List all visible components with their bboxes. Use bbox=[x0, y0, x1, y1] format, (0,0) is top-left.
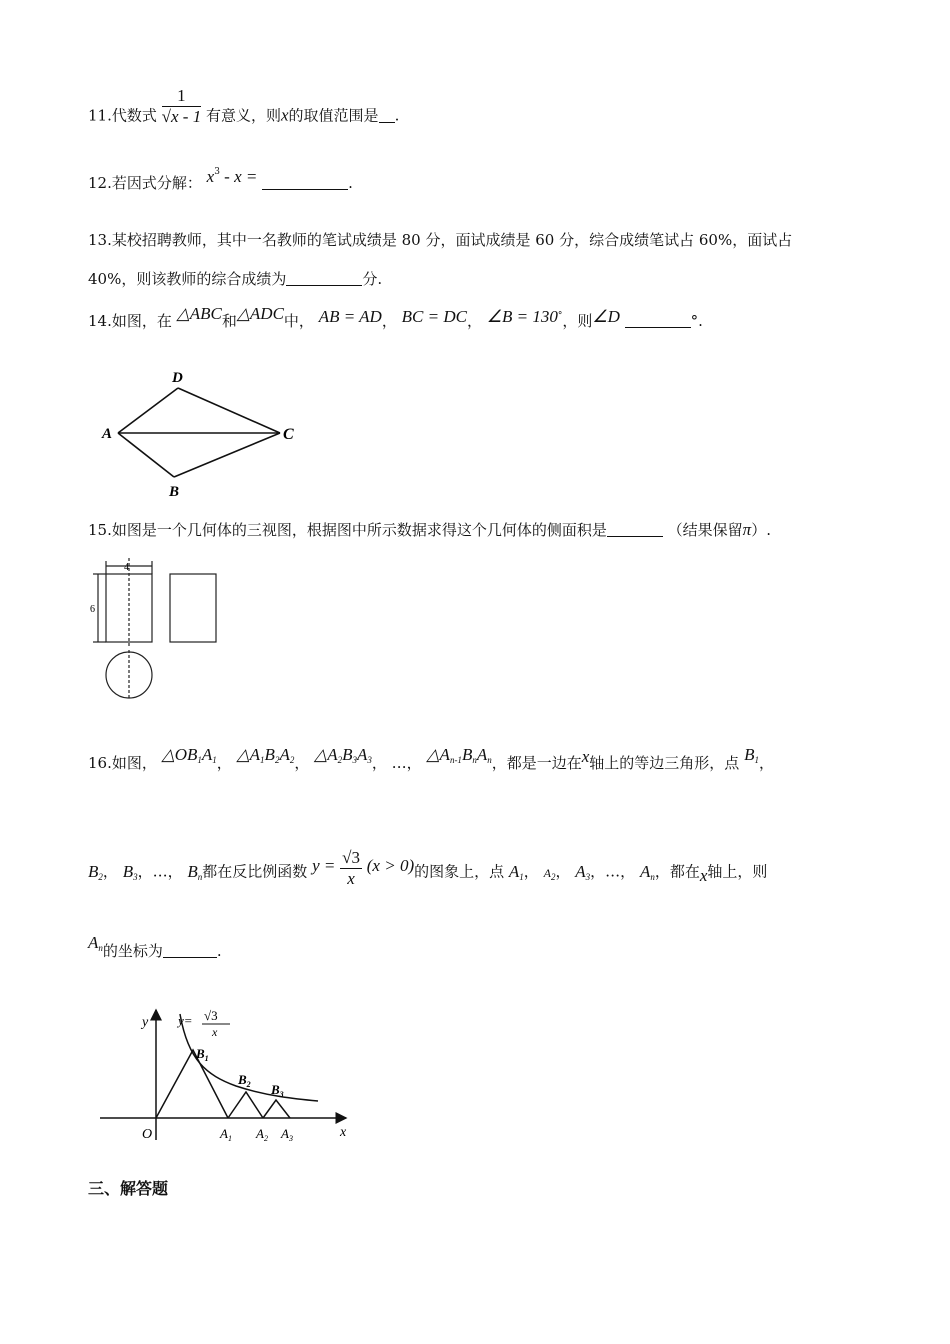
q16-a3-sub: 3 bbox=[585, 871, 591, 882]
fig-func-den: x bbox=[212, 1025, 218, 1039]
q12-end: . bbox=[348, 174, 353, 192]
q16-a1 bbox=[509, 862, 524, 881]
q16-an bbox=[640, 862, 655, 881]
q16-tri3 bbox=[314, 745, 372, 764]
q16-a3-letter: A bbox=[575, 861, 586, 881]
question-16-line2 bbox=[88, 848, 768, 893]
q16-tri3-b: B bbox=[342, 745, 353, 764]
q16-l2-end: ，都在 bbox=[654, 862, 700, 881]
label-b: B bbox=[169, 484, 180, 500]
fig-b1 bbox=[195, 1046, 209, 1063]
q16-comma-1: ， bbox=[216, 754, 232, 772]
q13-line2-pre: 40%，则该教师的综合成绩为 bbox=[88, 270, 287, 288]
label-a: A bbox=[102, 426, 113, 442]
q16-tri3-sub-b: 3 bbox=[352, 755, 357, 765]
q11-frac-num: 1 bbox=[162, 86, 202, 107]
q11-prefix: 11.代数式 bbox=[88, 106, 157, 125]
q14-eq2: BC = DC bbox=[401, 307, 467, 326]
q16-b3-sub: 3 bbox=[133, 871, 138, 882]
q16-comma-6: ， bbox=[102, 862, 118, 881]
q16-l3-an-letter: A bbox=[88, 933, 99, 952]
q16-an-letter: A bbox=[639, 861, 651, 881]
label-d: D bbox=[172, 370, 183, 386]
q16-comma-7: ， bbox=[137, 862, 153, 881]
q16-bn bbox=[187, 862, 202, 881]
q16-trin-sub-c: n bbox=[487, 755, 492, 765]
q16-l3-an bbox=[88, 933, 103, 952]
q14-mid: 中， bbox=[283, 312, 314, 330]
q16-b2-letter: B bbox=[88, 861, 99, 881]
section-3-heading: 三、解答题 bbox=[88, 1179, 169, 1198]
width-label: 4 bbox=[124, 562, 129, 573]
q13-answer-blank bbox=[286, 271, 362, 286]
height-label: 6 bbox=[90, 604, 95, 615]
q16-trin-c: A bbox=[476, 745, 488, 764]
fig-a2-letter: A bbox=[256, 1126, 264, 1141]
question-13-line2 bbox=[88, 268, 382, 289]
q15-pi: π bbox=[742, 520, 752, 539]
q14-answer-blank bbox=[625, 313, 691, 328]
fig-a3-sub: 3 bbox=[288, 1134, 293, 1143]
q16-tri1-sub-b: 1 bbox=[212, 755, 217, 765]
q16-l1-pre: 16.如图， bbox=[88, 754, 157, 772]
q16-tri1-a: △OB bbox=[161, 745, 198, 764]
q16-tri2-a: △A bbox=[236, 745, 261, 764]
question-16-line1 bbox=[88, 745, 774, 773]
q14-comma-2: ， bbox=[466, 312, 482, 330]
fig-b3-letter: B bbox=[271, 1082, 280, 1097]
q16-l2-mid: 都在反比例函数 bbox=[202, 862, 308, 881]
fig-b3 bbox=[270, 1082, 284, 1099]
q16-b3-letter: B bbox=[122, 861, 134, 881]
q14-kite-figure bbox=[98, 362, 308, 502]
fig-b3-sub: 3 bbox=[279, 1090, 284, 1099]
q14-comma-1: ， bbox=[381, 312, 397, 330]
q11-var: x bbox=[281, 105, 289, 125]
q16-comma-9: ， bbox=[523, 862, 539, 881]
q14-eq1: AB = AD bbox=[318, 307, 382, 326]
q16-tri2-sub-b: 2 bbox=[274, 755, 280, 765]
fig-a3 bbox=[280, 1126, 293, 1143]
question-16-line3 bbox=[88, 933, 222, 961]
q16-tri3-sub-a: 2 bbox=[337, 755, 343, 765]
q16-trin-sub-b: n bbox=[472, 755, 477, 765]
q16-comma-2: ， bbox=[294, 754, 310, 772]
segment-bc bbox=[174, 433, 280, 477]
q11-suffix: 有意义，则 bbox=[205, 106, 281, 125]
q16-l3-end: . bbox=[216, 942, 222, 960]
q16-comma-5: ， bbox=[758, 754, 774, 772]
q16-b3 bbox=[123, 862, 138, 881]
fig-b2-sub: 2 bbox=[246, 1080, 251, 1089]
q12-answer-blank bbox=[262, 175, 348, 190]
triangle-a2-b3-a3 bbox=[263, 1100, 290, 1118]
triangle-a1-b2-a2 bbox=[228, 1092, 263, 1118]
fig-y-axis-label: y bbox=[142, 1015, 149, 1030]
q16-tri1-sub-a: 1 bbox=[197, 755, 202, 765]
q14-eq3: ∠B = 130 bbox=[486, 307, 558, 326]
q15-text: 15.如图是一个几何体的三视图，根据图中所示数据求得这个几何体的侧面积是 bbox=[88, 521, 607, 539]
q16-xvar: x bbox=[581, 747, 590, 766]
q16-comma-11: ， bbox=[590, 862, 606, 881]
fig-a1-letter: A bbox=[220, 1126, 228, 1141]
q16-trin-b: B bbox=[461, 745, 473, 764]
q15-answer-blank bbox=[607, 522, 663, 537]
q14-ask: ∠D bbox=[592, 307, 620, 326]
question-15 bbox=[88, 519, 771, 540]
q16-a1-letter: A bbox=[508, 861, 520, 881]
q16-trin bbox=[426, 745, 491, 764]
side-view-rect bbox=[170, 574, 216, 642]
q13-line2-post: 分. bbox=[362, 270, 383, 288]
q16-l3-an-sub: n bbox=[98, 943, 103, 953]
q16-tri3-a: △A bbox=[314, 745, 338, 764]
q16-l1-mid: ，都是一边在 bbox=[491, 754, 582, 772]
q16-b2 bbox=[88, 862, 103, 881]
q16-func-y: y = bbox=[312, 855, 336, 875]
fig-x-axis-label: x bbox=[340, 1125, 347, 1140]
q16-comma-3: ， bbox=[371, 754, 387, 772]
q11-radicand: x - 1 bbox=[170, 107, 202, 126]
q15-paren-pre: （结果保留 bbox=[667, 521, 743, 539]
triangle-o-b1-a1 bbox=[156, 1050, 228, 1118]
q16-dots-2: … bbox=[152, 862, 168, 881]
question-13-line1: 13.某校招聘教师，其中一名教师的笔试成绩是 80 分，面试成绩是 60 分，综合成绩笔试占 60%，面试占 bbox=[88, 231, 793, 249]
q16-l2-mid2: 的图象上，点 bbox=[414, 862, 505, 881]
q11-fraction bbox=[162, 86, 202, 127]
q16-answer-blank bbox=[163, 943, 217, 958]
q16-b1-letter: B bbox=[744, 745, 755, 764]
q12-expr-rest: - x = bbox=[219, 167, 258, 186]
q16-trin-sub-a: n-1 bbox=[449, 755, 462, 765]
q16-tri2-b: B bbox=[264, 745, 275, 764]
q14-degree-mark: ° bbox=[557, 311, 563, 321]
q16-tri1-b: A bbox=[201, 745, 213, 764]
q16-func-frac bbox=[340, 848, 362, 889]
q16-l3-text: 的坐标为 bbox=[102, 942, 163, 960]
q14-end: °. bbox=[690, 312, 703, 330]
q16-comma-8: ， bbox=[167, 862, 183, 881]
q16-dots-3: … bbox=[605, 862, 621, 881]
question-12 bbox=[88, 167, 353, 193]
q16-bn-letter: B bbox=[187, 861, 198, 881]
q11-answer-blank bbox=[379, 108, 395, 123]
q16-comma-10: ， bbox=[555, 862, 571, 881]
fig-b1-letter: B bbox=[196, 1046, 205, 1061]
q11-suffix2: 的取值范围是 bbox=[288, 106, 379, 125]
question-14 bbox=[88, 304, 703, 331]
fig-a2-sub: 2 bbox=[263, 1134, 268, 1143]
fig-b2-letter: B bbox=[238, 1072, 247, 1087]
q16-tri2 bbox=[237, 745, 295, 764]
q16-b1 bbox=[744, 745, 759, 764]
q14-and: 和 bbox=[221, 312, 237, 330]
q14-then: ，则 bbox=[562, 312, 593, 330]
q16-a2-sub: 2 bbox=[550, 871, 556, 882]
q16-bn-sub: n bbox=[197, 871, 203, 882]
q16-func-den: x bbox=[347, 869, 355, 888]
fig-a1-sub: 1 bbox=[227, 1134, 232, 1143]
q16-tri2-sub-c: 2 bbox=[289, 755, 295, 765]
q14-tri1: △ABC bbox=[176, 304, 222, 323]
q16-func-num: √3 bbox=[342, 848, 360, 867]
q12-expr-x: x bbox=[206, 167, 215, 186]
fig-func-num: √3 bbox=[204, 1008, 218, 1023]
question-11 bbox=[88, 86, 400, 137]
q16-figure bbox=[96, 1000, 356, 1150]
q16-tri1 bbox=[162, 745, 217, 764]
segment-ad bbox=[118, 388, 178, 433]
fig-b1-sub: 1 bbox=[204, 1054, 209, 1063]
q16-b2-sub: 2 bbox=[98, 871, 103, 882]
q16-trin-a: △A bbox=[426, 745, 450, 764]
q11-sqrt-sign: √ bbox=[161, 107, 171, 126]
q16-xvar-2: x bbox=[699, 865, 708, 885]
q15-three-view-figure bbox=[88, 556, 238, 706]
q16-comma-12: ， bbox=[620, 862, 636, 881]
q16-func-cond: (x > 0) bbox=[366, 855, 415, 875]
segment-ab bbox=[118, 433, 174, 477]
q16-a1-sub: 1 bbox=[519, 871, 524, 882]
q16-a2 bbox=[544, 866, 556, 880]
fig-func-y: y= bbox=[178, 1013, 193, 1028]
q16-tri2-c: A bbox=[279, 745, 290, 764]
q11-end: . bbox=[394, 106, 400, 125]
segment-dc bbox=[178, 388, 280, 433]
q16-a3 bbox=[575, 862, 590, 881]
fig-a3-letter: A bbox=[281, 1126, 289, 1141]
fig-a2 bbox=[255, 1126, 268, 1143]
fig-b2 bbox=[237, 1072, 251, 1089]
q16-l2-end2: 轴上，则 bbox=[707, 862, 768, 881]
q16-comma-4: ， bbox=[406, 754, 422, 772]
q16-an-sub: n bbox=[650, 871, 655, 882]
label-c: C bbox=[283, 426, 294, 443]
q14-tri2: △ADC bbox=[236, 304, 284, 323]
q16-dots-1: … bbox=[391, 754, 407, 772]
q16-a2-letter: A bbox=[543, 865, 551, 880]
q16-tri3-c: A bbox=[356, 745, 368, 764]
fig-a1 bbox=[219, 1126, 232, 1143]
q16-tri2-sub-a: 1 bbox=[260, 755, 265, 765]
q16-l1-mid2: 轴上的等边三角形，点 bbox=[589, 754, 740, 772]
q12-expr-exp: 3 bbox=[214, 167, 220, 177]
q16-tri3-sub-c: 3 bbox=[367, 755, 372, 765]
q16-b1-sub: 1 bbox=[754, 755, 759, 765]
q14-prefix: 14.如图，在 bbox=[88, 312, 172, 330]
q15-paren-post: ）. bbox=[751, 521, 771, 539]
q12-prefix: 12.若因式分解： bbox=[88, 174, 202, 192]
fig-origin: O bbox=[142, 1127, 153, 1142]
